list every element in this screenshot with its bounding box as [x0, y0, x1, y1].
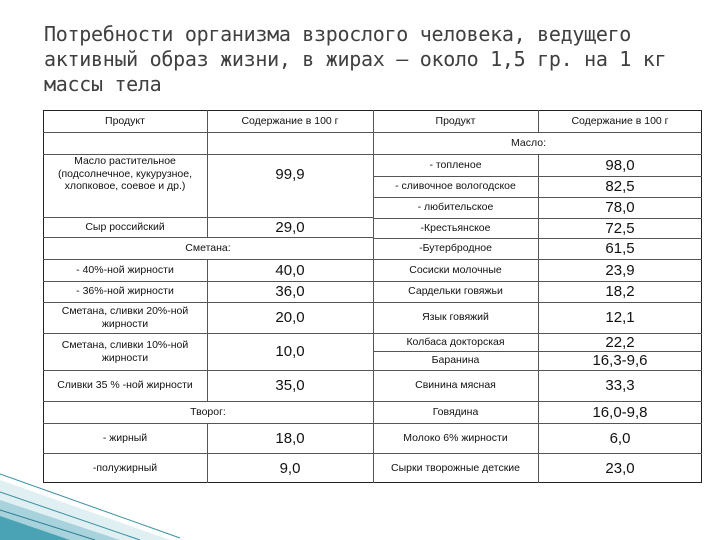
value-beef: 16,0-9,8 — [592, 403, 648, 421]
value-tongue: 12,1 — [605, 309, 635, 326]
value-cream20: 20,0 — [275, 309, 305, 326]
value-fatty: 18,0 — [275, 429, 305, 447]
value-fat40: 40,0 — [275, 261, 305, 279]
product-tongue: Язык говяжий — [422, 311, 489, 324]
value-cream10: 10,0 — [275, 343, 305, 360]
value-pork: 33,3 — [605, 377, 635, 394]
product-sandwich: -Бутербродное — [419, 242, 492, 255]
value-vologda: 82,5 — [605, 178, 635, 195]
header-content-right: Содержание в 100 г — [571, 114, 669, 127]
product-beef: Говядина — [432, 405, 479, 418]
product-ghee: - топленое — [429, 158, 482, 171]
product-doktorskaya: Колбаса докторская — [406, 335, 505, 348]
product-cream20: Сметана, сливки 20%-ной жирности — [61, 305, 189, 330]
product-fat40: - 40%-ной жирности — [76, 263, 174, 276]
value-cheese: 29,0 — [275, 218, 305, 236]
value-fat36: 36,0 — [275, 283, 305, 300]
header-content-left: Содержание в 100 г — [241, 114, 339, 127]
value-semifatty: 9,0 — [279, 459, 301, 477]
value-mutton: 16,3-9,6 — [592, 352, 648, 369]
product-vologda: - сливочное вологодское — [395, 180, 516, 193]
product-cream10: Сметана, сливки 10%-ной жирности — [61, 339, 189, 364]
product-semifatty: -полужирный — [92, 461, 158, 474]
product-sausages-milk: Сосиски молочные — [409, 263, 502, 276]
value-milk6: 6,0 — [609, 429, 631, 447]
decorative-wave-graphic — [0, 450, 190, 540]
header-product-right: Продукт — [435, 114, 476, 127]
slide-title: Потребности организма взрослого человека, ведущего активный образ жизни, в жирах – около 1,5 гр. на 1 кг массы тела — [44, 22, 667, 96]
value-veg-oil: 99,9 — [275, 165, 305, 183]
value-amateur: 78,0 — [605, 199, 635, 216]
product-cream35: Сливки 35 % -ной жирности — [57, 379, 193, 392]
product-fat36: - 36%-ной жирности — [76, 285, 174, 298]
product-pork: Свинина мясная — [415, 379, 496, 392]
product-curd: Сырки творожные детские — [391, 461, 520, 474]
product-fatty: - жирный — [102, 431, 148, 444]
product-amateur: - любительское — [417, 201, 494, 214]
value-sausages-beef: 18,2 — [605, 283, 635, 300]
header-product-left: Продукт — [105, 114, 145, 127]
value-peasant: 72,5 — [605, 219, 635, 237]
product-peasant: -Крестьянское — [420, 221, 491, 234]
value-doktorskaya: 22,2 — [605, 333, 635, 351]
value-sausages-milk: 23,9 — [605, 261, 635, 279]
value-ghee: 98,0 — [605, 156, 635, 174]
group-butter: Масло: — [511, 136, 546, 149]
value-cream35: 35,0 — [275, 377, 305, 394]
value-curd: 23,0 — [605, 459, 635, 477]
product-sausages-beef: Сардельки говяжьи — [408, 285, 503, 298]
group-tvorog: Творог: — [190, 405, 226, 418]
value-sandwich: 61,5 — [605, 240, 635, 257]
product-milk6: Молоко 6% жирности — [403, 431, 508, 444]
product-veg-oil: Масло растительное (подсолнечное, кукурузное, хлопковое, соевое и др.) — [57, 155, 193, 193]
group-smetana: Сметана: — [185, 241, 231, 254]
product-mutton: Баранина — [431, 354, 480, 367]
product-cheese: Сыр российский — [85, 220, 165, 233]
